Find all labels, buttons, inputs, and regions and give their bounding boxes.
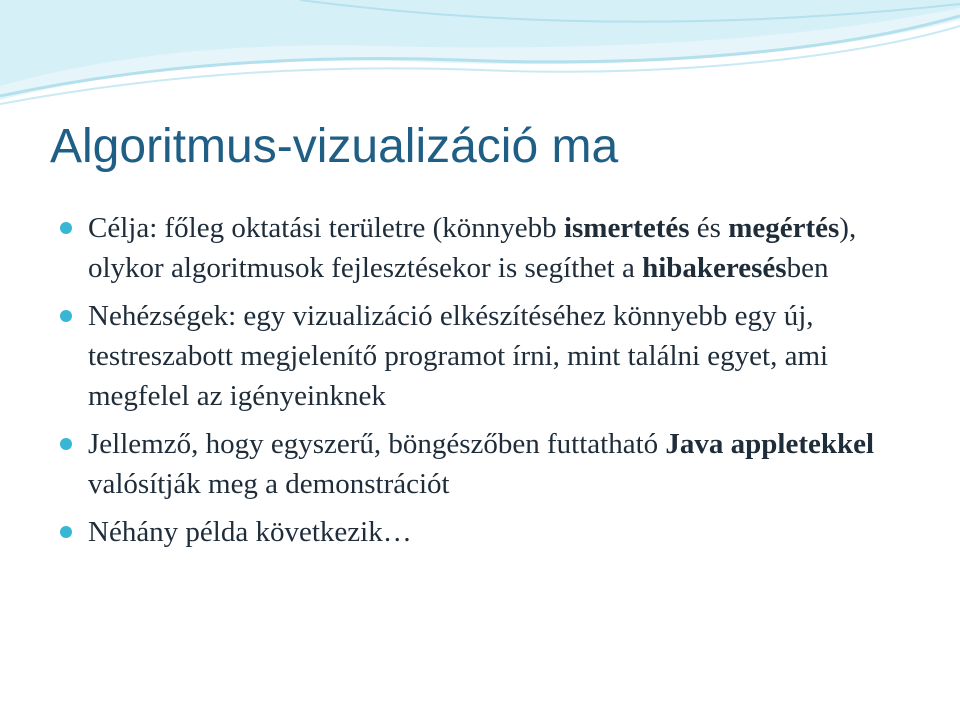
bullet-dot-icon [60, 222, 72, 234]
bullet-text: és [689, 212, 729, 244]
bullet-text: Jellemző, hogy egyszerű, böngészőben futtatható [88, 428, 666, 460]
header-wave-decoration [0, 0, 960, 120]
bullet-item-difficulties [60, 296, 930, 416]
bullet-item-purpose [60, 208, 930, 288]
bullet-text: ben [786, 252, 829, 284]
bullet-bold-text: megértés [728, 212, 840, 244]
bullet-list [60, 208, 930, 560]
slide-title: Algoritmus-vizualizáció ma [50, 120, 619, 173]
bullet-item-characteristic [60, 424, 930, 504]
bullet-bold-text: hibakeresés [642, 252, 787, 284]
bullet-item-examples [60, 512, 930, 552]
bullet-dot-icon [60, 438, 72, 450]
bullet-text: Néhány példa következik… [88, 516, 412, 548]
bullet-text: Célja: főleg oktatási területre (könnyebb [88, 212, 564, 244]
bullet-text: Nehézségek: egy vizualizáció elkészítéséhez könnyebb egy új, testreszabott megjelenítő programot írni, mint találni egyet, ami megfelel az igényeinknek [88, 300, 829, 412]
bullet-text: ), olykor algoritmusok fejlesztésekor is segíthet a [88, 212, 857, 284]
bullet-text: valósítják meg a demonstrációt [88, 468, 450, 500]
bullet-bold-text: ismertetés [563, 212, 690, 244]
bullet-dot-icon [60, 526, 72, 538]
bullet-bold-text: Java appletekkel [665, 428, 875, 460]
bullet-dot-icon [60, 310, 72, 322]
